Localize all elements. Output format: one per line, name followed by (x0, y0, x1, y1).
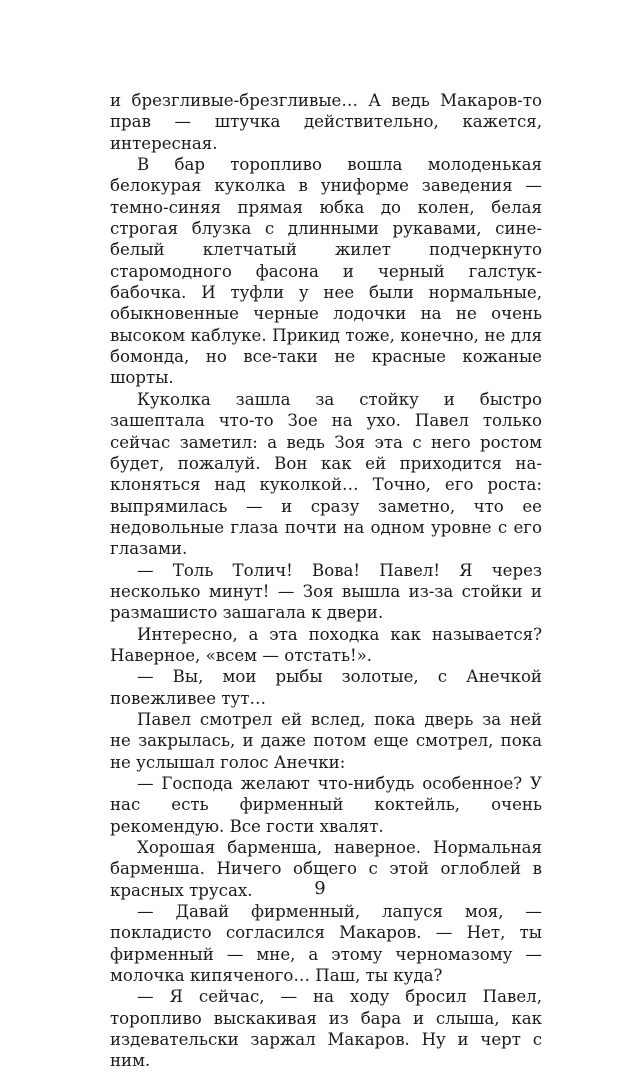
paragraph-6: — Вы, мои рыбы золотые, с Анечкой повежливее тут… (110, 667, 542, 708)
page-number: 9 (314, 878, 326, 899)
paragraph-10: — Давай фирменный, лапуся моя, — покладисто согласился Макаров. — Нет, ты фирменный — мне, а этому черномазому — молочка кипяченого… Паш, ты куда? (110, 902, 542, 986)
paragraph-8: — Господа желают что-нибудь особенное? У нас есть фирменный коктейль, очень рекомендую. Все гости хвалят. (110, 774, 542, 836)
paragraph-2: В бар торопливо вошла молоденькая белокурая куколка в униформе заведения — темно-синяя прямая юбка до колен, белая строгая блузка с длинными рукавами, сине-белый клетчатый жилет подчеркнуто старомодного фасона и черный галстук-бабочка. И туфли у нее были нормальные, обыкновенные черные лодочки на не очень высоком каблуке. Прикид тоже, конечно, не для бомонда, но все-таки не красные кожаные шорты. (110, 155, 542, 388)
body-text (110, 90, 542, 1072)
paragraph-3: Куколка зашла за стойку и быстро зашептала что-то Зое на ухо. Павел только сейчас заметил: а ведь Зоя эта с него ростом будет, пожалуй. Вон как ей приходится наклоняться над куколкой… Точно, его роста: выпрямилась — и сразу заметно, что ее недовольные глаза почти на одном уровне с его глазами. (110, 389, 542, 559)
paragraph-11: — Я сейчас, — на ходу бросил Павел, торопливо выскакивая из бара и слыша, как издевательски заржал Макаров. Ну и черт с ним. (110, 987, 542, 1071)
paragraph-7: Павел смотрел ей вслед, пока дверь за ней не закрылась, и даже потом еще смотрел, пока не услышал голос Анечки: (110, 709, 542, 772)
paragraph-5: Интересно, а эта походка как называется? Наверное, «всем — отстать!». (110, 624, 542, 665)
paragraph-1: и брезгливые-брезгливые… А ведь Макаров-то прав — штучка действительно, кажется, интересная. (110, 91, 542, 153)
paragraph-9: Хорошая барменша, наверное. Нормальная барменша. Ничего общего с этой оглоблей в красных трусах. (110, 838, 542, 900)
paragraph-4: — Толь Толич! Вова! Павел! Я через несколько минут! — Зоя вышла из-за стойки и размашисто зашагала к двери. (110, 560, 542, 623)
